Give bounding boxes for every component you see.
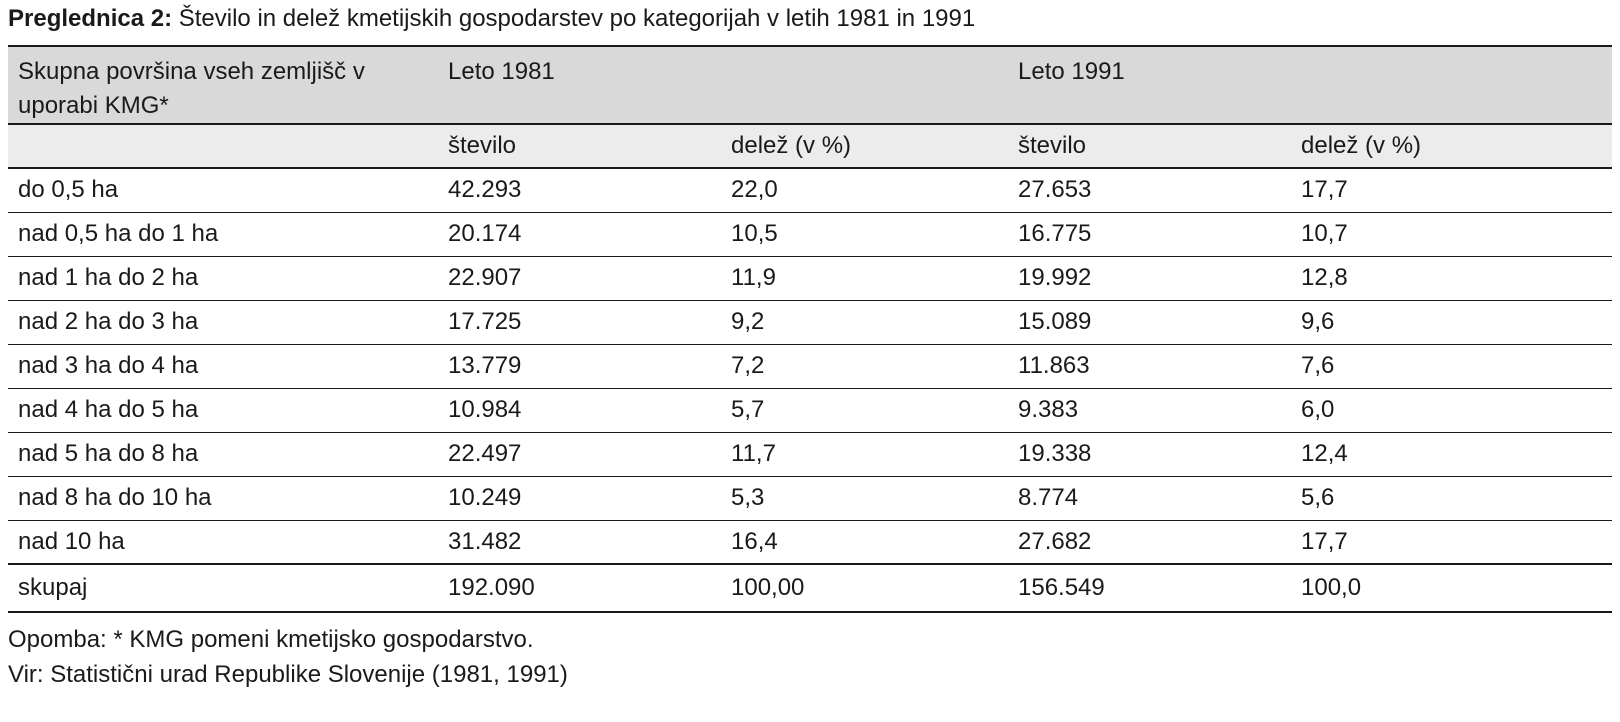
header-year-1981: Leto 1981	[438, 46, 1008, 124]
row-category: do 0,5 ha	[8, 168, 438, 212]
total-row	[8, 564, 1612, 612]
row-share-1991: 9,6	[1291, 300, 1612, 344]
row-count-1981: 22.497	[438, 432, 721, 476]
header-count-1981: število	[438, 124, 721, 168]
table-row	[8, 432, 1612, 476]
row-share-1991: 12,8	[1291, 256, 1612, 300]
row-count-1981: 31.482	[438, 520, 721, 564]
row-share-1991: 7,6	[1291, 344, 1612, 388]
row-share-1991: 17,7	[1291, 520, 1612, 564]
header-row-years	[8, 46, 1612, 124]
row-share-1981: 10,5	[721, 212, 1008, 256]
row-count-1991: 16.775	[1008, 212, 1291, 256]
row-share-1981: 5,7	[721, 388, 1008, 432]
table-notes	[8, 622, 568, 692]
row-share-1981: 5,3	[721, 476, 1008, 520]
row-count-1981: 13.779	[438, 344, 721, 388]
row-share-1981: 7,2	[721, 344, 1008, 388]
caption-text: Število in delež kmetijskih gospodarstev po kategorijah v letih 1981 in 1991	[178, 5, 976, 32]
farm-holdings-table	[8, 45, 1612, 613]
row-share-1981: 11,7	[721, 432, 1008, 476]
row-count-1981: 10.249	[438, 476, 721, 520]
row-count-1991: 19.992	[1008, 256, 1291, 300]
row-count-1981: 17.725	[438, 300, 721, 344]
row-count-1991: 8.774	[1008, 476, 1291, 520]
header-share-1981: delež (v %)	[721, 124, 1008, 168]
row-share-1991: 10,7	[1291, 212, 1612, 256]
row-share-1981: 11,9	[721, 256, 1008, 300]
total-count-1991: 156.549	[1008, 564, 1291, 612]
total-share-1981: 100,00	[721, 564, 1008, 612]
total-category: skupaj	[8, 564, 438, 612]
caption-label: Preglednica 2:	[8, 5, 173, 32]
row-category: nad 4 ha do 5 ha	[8, 388, 438, 432]
footnote: Opomba: * KMG pomeni kmetijsko gospodarstvo.	[8, 626, 534, 653]
row-share-1991: 6,0	[1291, 388, 1612, 432]
table-row	[8, 256, 1612, 300]
row-category: nad 0,5 ha do 1 ha	[8, 212, 438, 256]
table-row	[8, 388, 1612, 432]
row-share-1991: 17,7	[1291, 168, 1612, 212]
row-count-1991: 11.863	[1008, 344, 1291, 388]
header-empty	[8, 124, 438, 168]
row-count-1991: 27.682	[1008, 520, 1291, 564]
row-category: nad 5 ha do 8 ha	[8, 432, 438, 476]
row-share-1991: 12,4	[1291, 432, 1612, 476]
row-category: nad 3 ha do 4 ha	[8, 344, 438, 388]
row-share-1991: 5,6	[1291, 476, 1612, 520]
table-row	[8, 300, 1612, 344]
table-body	[8, 168, 1612, 564]
row-share-1981: 22,0	[721, 168, 1008, 212]
row-share-1981: 9,2	[721, 300, 1008, 344]
table-row	[8, 212, 1612, 256]
source-note: Vir: Statistični urad Republike Slovenije (1981, 1991)	[8, 661, 568, 688]
header-year-1991: Leto 1991	[1008, 46, 1612, 124]
row-count-1991: 9.383	[1008, 388, 1291, 432]
total-count-1981: 192.090	[438, 564, 721, 612]
header-count-1991: število	[1008, 124, 1291, 168]
table-row	[8, 520, 1612, 564]
row-category: nad 2 ha do 3 ha	[8, 300, 438, 344]
row-share-1981: 16,4	[721, 520, 1008, 564]
table-row	[8, 344, 1612, 388]
row-count-1991: 27.653	[1008, 168, 1291, 212]
header-row-subcolumns	[8, 124, 1612, 168]
row-count-1991: 15.089	[1008, 300, 1291, 344]
row-count-1981: 22.907	[438, 256, 721, 300]
row-category: nad 8 ha do 10 ha	[8, 476, 438, 520]
row-count-1981: 20.174	[438, 212, 721, 256]
row-count-1991: 19.338	[1008, 432, 1291, 476]
row-category: nad 1 ha do 2 ha	[8, 256, 438, 300]
total-share-1991: 100,0	[1291, 564, 1612, 612]
table-row	[8, 476, 1612, 520]
header-category: Skupna površina vseh zemljišč v uporabi KMG*	[8, 46, 438, 124]
table-row	[8, 168, 1612, 212]
row-count-1981: 10.984	[438, 388, 721, 432]
table-caption	[8, 4, 975, 34]
header-share-1991: delež (v %)	[1291, 124, 1612, 168]
row-count-1981: 42.293	[438, 168, 721, 212]
row-category: nad 10 ha	[8, 520, 438, 564]
